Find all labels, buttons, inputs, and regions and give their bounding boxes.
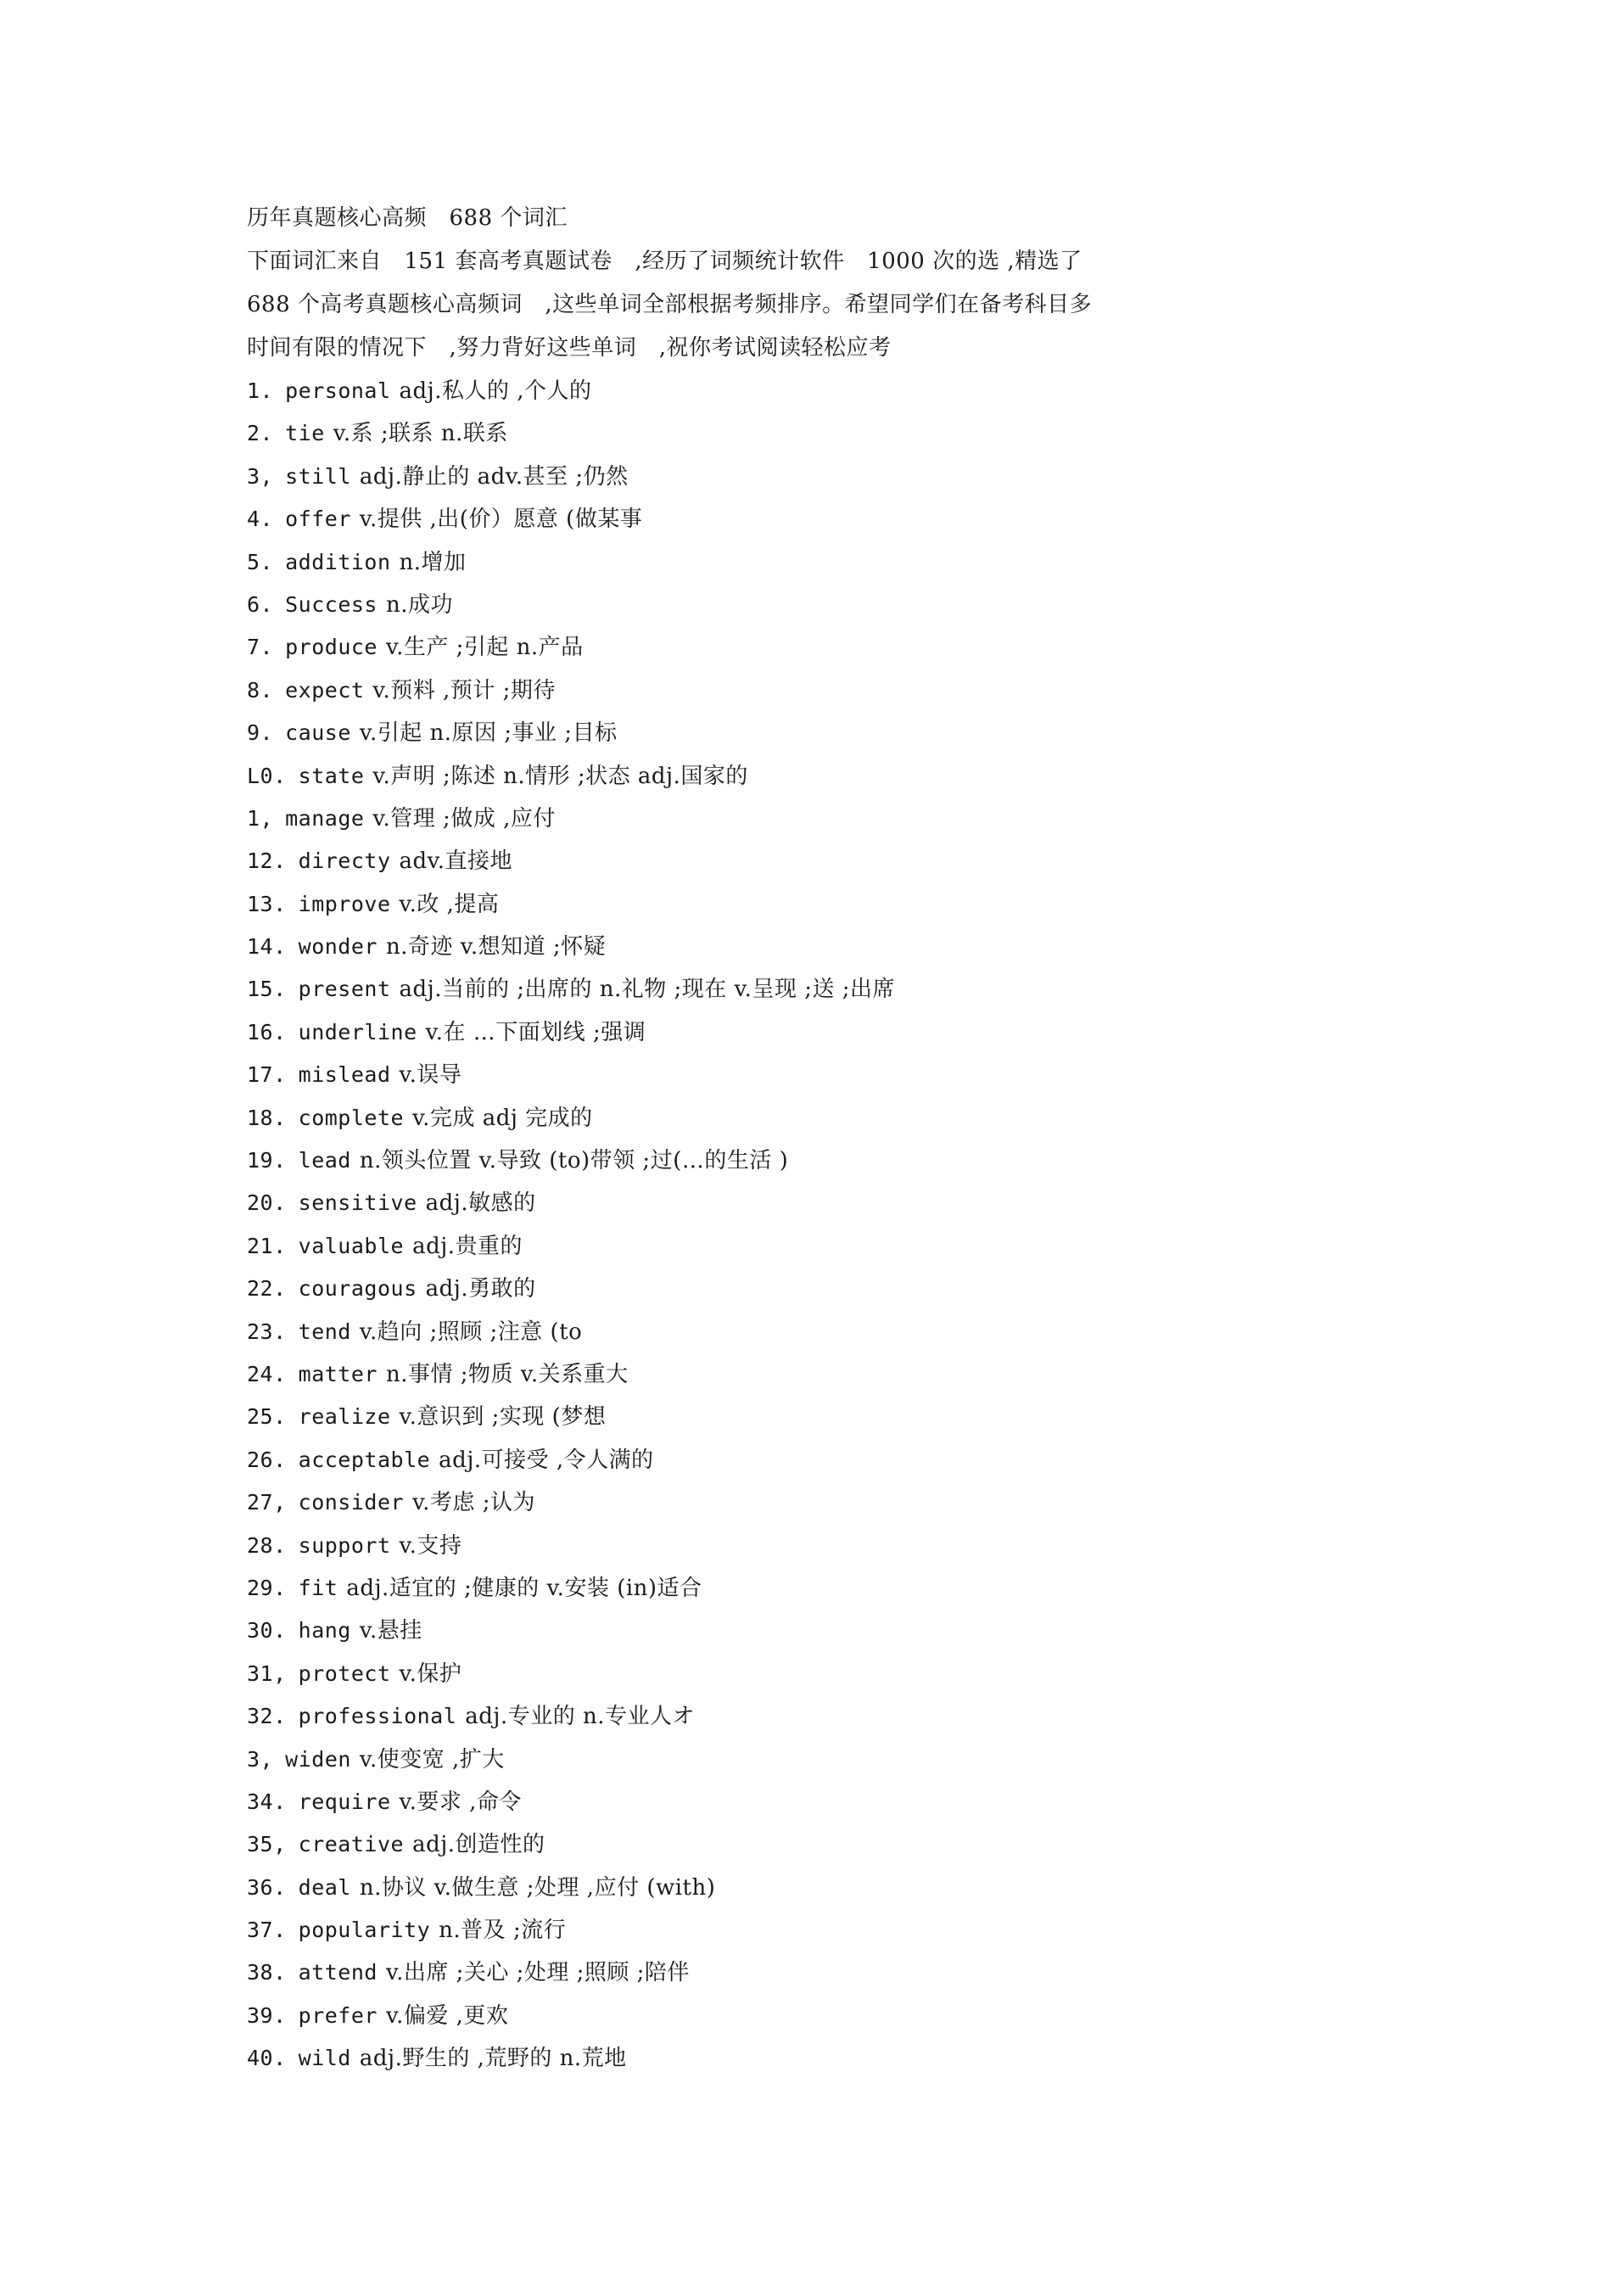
entry-definition: v.保护 — [399, 1660, 462, 1687]
entry-number: 19. — [247, 1148, 287, 1173]
entry-number: 8. — [247, 677, 274, 703]
entry-definition: v.管理 ;做成 ,应付 — [372, 805, 556, 832]
vocab-entry — [247, 1396, 1290, 1438]
entry-definition: adj.贵重的 — [412, 1233, 523, 1259]
entry-definition: v.支持 — [399, 1532, 462, 1559]
vocab-entry — [247, 541, 1290, 584]
vocab-entry — [247, 1525, 1290, 1567]
entry-number: 38. — [247, 1960, 287, 1985]
vocab-entry — [247, 1481, 1290, 1524]
entry-number: 6. — [247, 591, 274, 617]
vocab-entry — [247, 755, 1290, 798]
entry-word: mislead — [298, 1062, 391, 1088]
entry-number: 13. — [247, 891, 287, 916]
entry-word: widen — [285, 1746, 351, 1772]
entry-word: Success — [285, 591, 378, 617]
entry-definition: adj.适宜的 ;健康的 v.安装 (in)适合 — [346, 1575, 702, 1601]
entry-number: 34. — [247, 1789, 287, 1814]
entry-word: support — [298, 1532, 391, 1558]
entry-word: state — [298, 763, 365, 788]
vocab-entry — [247, 840, 1290, 882]
vocab-entry — [247, 968, 1290, 1011]
entry-number: 17. — [247, 1062, 287, 1088]
entry-word: complete — [298, 1105, 405, 1130]
entry-number: 2. — [247, 421, 274, 446]
vocab-entry — [247, 1140, 1290, 1182]
entry-word: tend — [298, 1319, 351, 1344]
entry-word: prefer — [298, 2002, 378, 2028]
entry-word: improve — [298, 891, 391, 916]
entry-word: tie — [285, 421, 325, 446]
entry-definition: v.声明 ;陈述 n.情形 ;状态 adj.国家的 — [372, 763, 748, 789]
entry-number: 3, — [247, 463, 274, 489]
entry-number: 3, — [247, 1746, 274, 1772]
entry-number: 21. — [247, 1233, 287, 1258]
vocab-entry — [247, 1311, 1290, 1353]
entry-number: 23. — [247, 1319, 287, 1344]
entry-number: 22. — [247, 1276, 287, 1302]
entry-definition: adj.勇敢的 — [425, 1276, 536, 1302]
entry-number: 4. — [247, 507, 274, 532]
entry-definition: v.使变宽 ,扩大 — [359, 1746, 505, 1772]
vocab-entry — [247, 1909, 1290, 1952]
vocab-entry — [247, 1995, 1290, 2037]
entry-definition: v.引起 n.原因 ;事业 ;目标 — [359, 720, 618, 747]
entry-word: hang — [298, 1618, 351, 1644]
entry-number: 24. — [247, 1361, 287, 1386]
entry-number: 14. — [247, 934, 287, 960]
entry-word: still — [285, 463, 351, 489]
entry-number: 7. — [247, 635, 274, 660]
entry-word: addition — [285, 549, 391, 574]
vocab-entry — [247, 1268, 1290, 1310]
vocab-entry — [247, 1353, 1290, 1396]
vocab-entry — [247, 584, 1290, 626]
entry-word: offer — [285, 507, 351, 532]
vocab-entry — [247, 1610, 1290, 1652]
entry-definition: v.误导 — [399, 1062, 462, 1089]
vocab-entry — [247, 626, 1290, 669]
entry-definition: adj.可接受 ,令人满的 — [439, 1447, 654, 1473]
entry-definition: v.在 …下面划线 ;强调 — [425, 1019, 646, 1045]
vocab-entry — [247, 412, 1290, 455]
vocab-entry — [247, 1739, 1290, 1781]
entry-definition: n.事情 ;物质 v.关系重大 — [385, 1361, 629, 1387]
entry-definition: v.趋向 ;照顾 ;注意 (to — [359, 1319, 583, 1345]
vocab-entry — [247, 926, 1290, 968]
entry-definition: adj.创造性的 — [412, 1832, 545, 1858]
entry-word: deal — [298, 1874, 351, 1900]
entry-number: 32. — [247, 1704, 287, 1729]
entry-number: 9. — [247, 720, 274, 746]
entry-number: 5. — [247, 549, 274, 574]
vocab-entry — [247, 712, 1290, 754]
vocab-entry — [247, 498, 1290, 540]
entry-word: directy — [298, 848, 391, 874]
entry-definition: v.意识到 ;实现 (梦想 — [399, 1404, 607, 1431]
entry-number: 1. — [247, 378, 274, 403]
vocab-entry — [247, 883, 1290, 926]
entry-word: attend — [298, 1960, 378, 1985]
entry-number: 20. — [247, 1190, 287, 1216]
entry-definition: v.系 ;联系 n.联系 — [333, 421, 508, 447]
vocab-entry — [247, 456, 1290, 498]
entry-number: 40. — [247, 2046, 287, 2071]
entry-definition: v.出席 ;关心 ;处理 ;照顾 ;陪伴 — [385, 1960, 690, 1986]
vocab-entry — [247, 669, 1290, 712]
intro-line: 下面词汇来自 151 套高考真题试卷 ,经历了词频统计软件 1000 次的选 ,精选了 — [247, 249, 1082, 274]
entry-number: 26. — [247, 1447, 287, 1472]
entry-definition: n.领头位置 v.导致 (to)带领 ;过(…的生活 ) — [359, 1148, 789, 1174]
entry-number: 18. — [247, 1105, 287, 1130]
entry-definition: v.偏爱 ,更欢 — [385, 2002, 509, 2029]
entry-word: acceptable — [298, 1447, 431, 1472]
entry-word: require — [298, 1789, 391, 1814]
entry-word: matter — [298, 1361, 378, 1386]
intro-line: 时间有限的情况下 ,努力背好这些单词 ,祝你考试阅读轻松应考 — [247, 335, 892, 361]
intro-line: 688 个高考真题核心高频词 ,这些单词全部根据考频排序。希望同学们在备考科目多 — [247, 292, 1093, 317]
entry-number: 15. — [247, 977, 287, 1002]
entry-number: 35, — [247, 1832, 287, 1857]
vocab-entry — [247, 1225, 1290, 1268]
entry-word: creative — [298, 1832, 405, 1857]
vocab-entry — [247, 798, 1290, 840]
entry-definition: v.考虑 ;认为 — [412, 1490, 535, 1516]
entry-number: L0. — [247, 763, 287, 788]
entry-definition: v.预料 ,预计 ;期待 — [372, 677, 556, 703]
vocab-entry — [247, 1439, 1290, 1481]
entry-definition: v.悬挂 — [359, 1618, 422, 1644]
entry-word: consider — [298, 1490, 405, 1515]
entry-definition: adj.野生的 ,荒野的 n.荒地 — [359, 2046, 627, 2072]
entry-word: realize — [298, 1404, 391, 1430]
entry-number: 27, — [247, 1490, 287, 1515]
entry-word: fit — [298, 1575, 338, 1600]
entry-definition: adj.私人的 ,个人的 — [399, 378, 592, 404]
entry-definition: adj.专业的 n.专业人オ — [465, 1704, 696, 1730]
entry-word: professional — [298, 1704, 457, 1729]
entry-word: valuable — [298, 1233, 405, 1258]
entry-word: produce — [285, 635, 378, 660]
entry-definition: v.提供 ,出(价）愿意 (做某事 — [359, 507, 643, 533]
vocab-entry — [247, 1823, 1290, 1866]
entry-word: cause — [285, 720, 351, 746]
vocab-entry — [247, 1952, 1290, 1994]
vocab-entry — [247, 2037, 1290, 2080]
vocab-entry — [247, 1054, 1290, 1096]
vocab-entry — [247, 1653, 1290, 1695]
entry-number: 39. — [247, 2002, 287, 2028]
entry-word: sensitive — [298, 1190, 417, 1216]
entry-word: couragous — [298, 1276, 417, 1302]
vocab-entry — [247, 1567, 1290, 1610]
entry-definition: v.生产 ;引起 n.产品 — [385, 635, 584, 661]
entry-word: popularity — [298, 1918, 431, 1943]
entry-definition: adj.敏感的 — [425, 1190, 536, 1217]
entry-number: 29. — [247, 1575, 287, 1600]
entry-number: 30. — [247, 1618, 287, 1644]
entry-number: 16. — [247, 1019, 287, 1044]
document-title: 历年真题核心高频 688 个词汇 — [247, 205, 568, 231]
entry-word: underline — [298, 1019, 417, 1044]
entry-number: 1, — [247, 805, 274, 831]
entry-definition: adj.当前的 ;出席的 n.礼物 ;现在 v.呈现 ;送 ;出席 — [399, 977, 895, 1003]
vocab-entry — [247, 1097, 1290, 1140]
entry-word: personal — [285, 378, 391, 403]
entry-definition: n.普及 ;流行 — [439, 1918, 567, 1944]
entry-definition: n.成功 — [385, 591, 453, 618]
vocab-entry — [247, 1695, 1290, 1738]
entry-definition: n.协议 v.做生意 ;处理 ,应付 (with) — [359, 1874, 716, 1901]
entry-number: 12. — [247, 848, 287, 874]
entry-number: 36. — [247, 1874, 287, 1900]
vocabulary-list — [247, 370, 1290, 2080]
entry-number: 37. — [247, 1918, 287, 1943]
entry-word: present — [298, 977, 391, 1002]
entry-word: expect — [285, 677, 365, 703]
entry-number: 31, — [247, 1660, 287, 1686]
vocab-entry — [247, 1781, 1290, 1823]
vocab-entry — [247, 1182, 1290, 1224]
entry-definition: n.奇迹 v.想知道 ;怀疑 — [385, 934, 607, 960]
entry-definition: v.要求 ,命令 — [399, 1789, 522, 1815]
entry-word: wonder — [298, 934, 378, 960]
entry-word: lead — [298, 1148, 351, 1173]
entry-definition: v.完成 adj 完成的 — [412, 1105, 593, 1131]
vocab-entry — [247, 370, 1290, 412]
entry-number: 25. — [247, 1404, 287, 1430]
entry-word: wild — [298, 2046, 351, 2071]
entry-word: manage — [285, 805, 365, 831]
entry-definition: v.改 ,提高 — [399, 891, 500, 917]
entry-number: 28. — [247, 1532, 287, 1558]
entry-definition: adv.直接地 — [399, 848, 513, 875]
document-content — [247, 197, 1290, 2080]
entry-word: protect — [298, 1660, 391, 1686]
vocab-entry — [247, 1011, 1290, 1054]
entry-definition: adj.静止的 adv.甚至 ;仍然 — [359, 463, 629, 490]
entry-definition: n.增加 — [399, 549, 467, 575]
vocab-entry — [247, 1867, 1290, 1909]
